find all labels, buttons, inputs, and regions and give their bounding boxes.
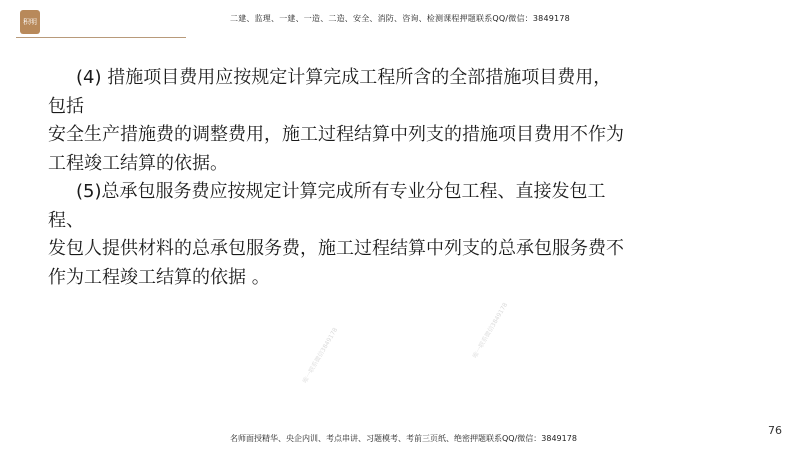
watermark: 唯一联系微信3849178 (471, 301, 510, 360)
paragraph-5-first-line: (5)总承包服务费应按规定计算完成所有专业分包工程、直接发包工程、 (48, 181, 606, 231)
paragraph-4-rest: 安全生产措施费的调整费用，施工过程结算中列支的措施项目费用不作为工程竣工结算的依据。 (48, 124, 624, 174)
main-content (48, 64, 628, 292)
header-contact-text: 二建、监理、一建、一造、二造、安全、消防、咨询、检测课程押题联系QQ/微信：3849178 (230, 14, 570, 23)
header-divider (16, 37, 186, 38)
footer-contact-text: 名师面授精华、央企内训、考点串讲、习题模考、考前三页纸、绝密押题联系QQ/微信：3849178 (230, 434, 577, 443)
paragraph-5-rest: 发包人提供材料的总承包服务费，施工过程结算中列支的总承包服务费不作为工程竣工结算的依据 。 (48, 238, 624, 288)
paragraph-4 (48, 64, 628, 178)
paragraph-4-first-line: (4) 措施项目费用应按规定计算完成工程所含的全部措施项目费用，包括 (48, 67, 612, 117)
watermark: 唯一联系微信3849178 (301, 326, 340, 385)
paragraph-5 (48, 178, 628, 292)
page-number: 76 (768, 424, 782, 437)
brand-logo: 积明 (20, 10, 40, 34)
